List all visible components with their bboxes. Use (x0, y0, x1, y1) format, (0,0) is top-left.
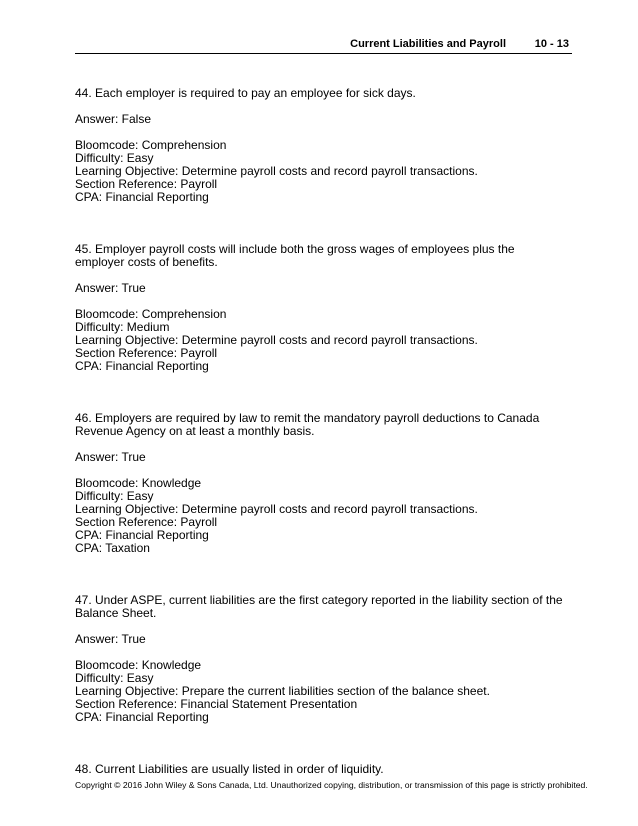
question-metadata (75, 139, 565, 204)
meta-learning-objective: Learning Objective: Determine payroll costs and record payroll transactions. (75, 333, 478, 347)
question-text: 47. Under ASPE, current liabilities are the first category reported in the liability section of the Balance Sheet. (75, 593, 563, 620)
meta-difficulty: Difficulty: Easy (75, 151, 154, 165)
spacer (75, 724, 565, 763)
copyright-footer: Copyright © 2016 John Wiley & Sons Canada, Ltd. Unauthorized copying, distribution, or transmission of this page is strictly prohibited. (75, 780, 588, 790)
page-header (75, 38, 572, 52)
answer-text: Answer: True (75, 281, 146, 295)
meta-section-reference: Section Reference: Payroll (75, 346, 218, 360)
meta-bloomcode: Bloomcode: Comprehension (75, 138, 227, 152)
meta-section-reference: Section Reference: Payroll (75, 177, 218, 191)
question-metadata (75, 659, 565, 724)
answer-text: Answer: False (75, 112, 152, 126)
meta-difficulty: Difficulty: Medium (75, 320, 170, 334)
question-metadata (75, 477, 565, 555)
question-text: 46. Employers are required by law to remit the mandatory payroll deductions to Canada Revenue Agency on at least a monthly basis. (75, 411, 540, 438)
meta-cpa: CPA: Financial Reporting (75, 528, 209, 542)
question-text: 48. Current Liabilities are usually listed in order of liquidity. (75, 762, 384, 776)
answer-text: Answer: True (75, 450, 146, 464)
answer-text: Answer: True (75, 632, 146, 646)
meta-bloomcode: Bloomcode: Knowledge (75, 476, 202, 490)
meta-difficulty: Difficulty: Easy (75, 671, 154, 685)
meta-cpa: CPA: Financial Reporting (75, 710, 209, 724)
question-list (75, 87, 565, 776)
question-item (75, 412, 565, 555)
header-page-number: 10 - 13 (534, 38, 569, 50)
meta-bloomcode: Bloomcode: Knowledge (75, 658, 202, 672)
question-metadata (75, 308, 565, 373)
meta-cpa: CPA: Taxation (75, 541, 150, 555)
header-title: Current Liabilities and Payroll (350, 38, 506, 50)
question-item (75, 594, 565, 724)
meta-section-reference: Section Reference: Payroll (75, 515, 218, 529)
meta-learning-objective: Learning Objective: Determine payroll costs and record payroll transactions. (75, 502, 478, 516)
question-item (75, 87, 565, 204)
question-text: 44. Each employer is required to pay an employee for sick days. (75, 86, 416, 100)
meta-cpa: CPA: Financial Reporting (75, 359, 209, 373)
question-item (75, 243, 565, 373)
spacer (75, 555, 565, 594)
spacer (75, 373, 565, 412)
meta-learning-objective: Learning Objective: Prepare the current liabilities section of the balance sheet. (75, 684, 490, 698)
meta-learning-objective: Learning Objective: Determine payroll costs and record payroll transactions. (75, 164, 478, 178)
meta-section-reference: Section Reference: Financial Statement Presentation (75, 697, 358, 711)
header-rule (75, 53, 572, 54)
spacer (75, 204, 565, 243)
question-text: 45. Employer payroll costs will include both the gross wages of employees plus the employer costs of benefits. (75, 242, 515, 269)
meta-bloomcode: Bloomcode: Comprehension (75, 307, 227, 321)
meta-cpa: CPA: Financial Reporting (75, 190, 209, 204)
meta-difficulty: Difficulty: Easy (75, 489, 154, 503)
